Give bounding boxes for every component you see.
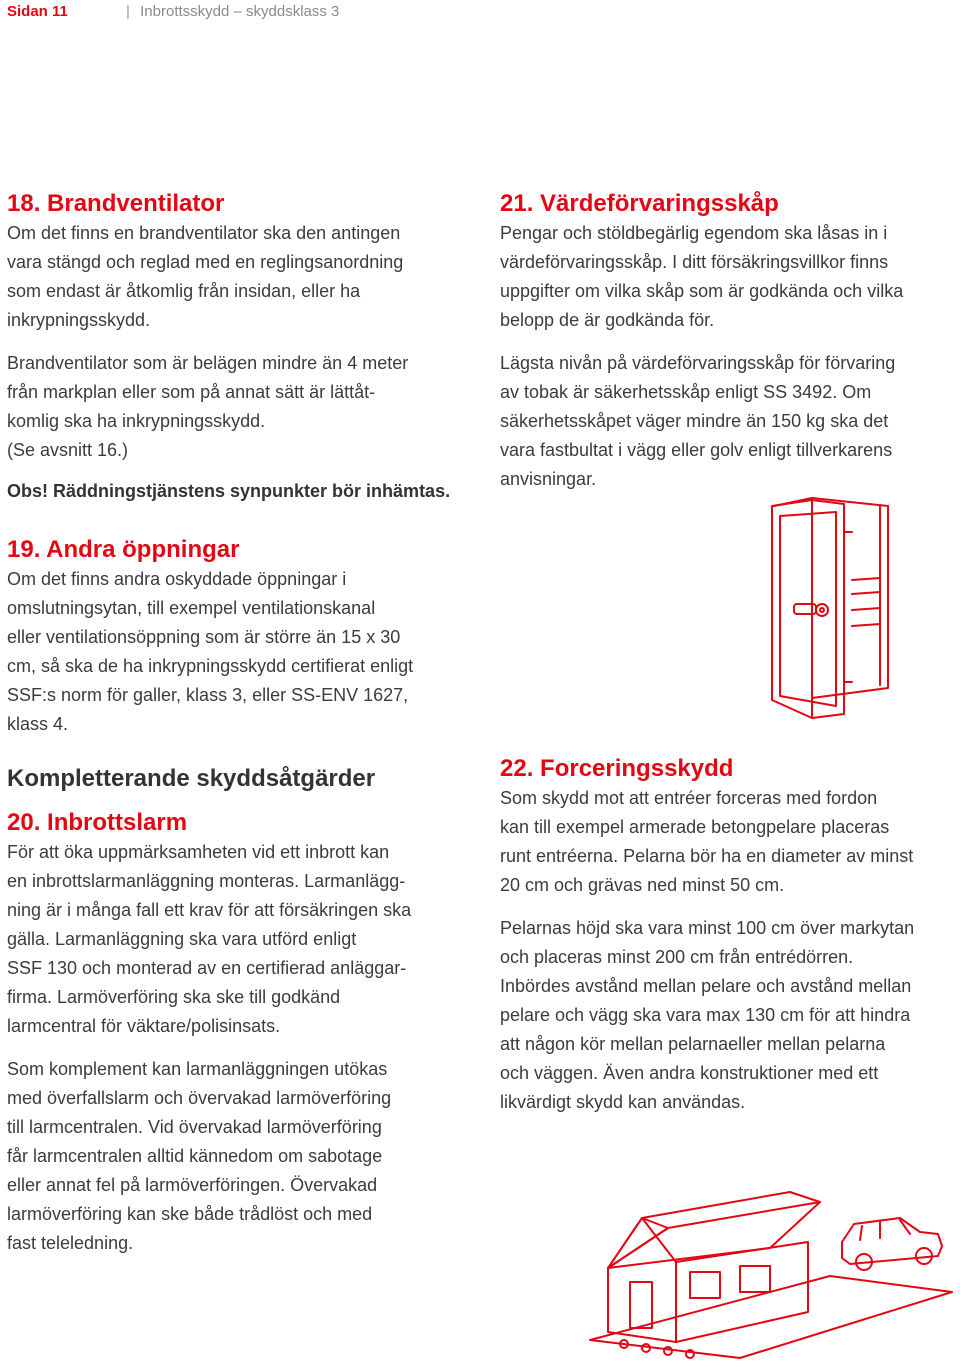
section-19 [7,535,462,739]
text-line: och placeras minst 200 cm från entrédörren. [500,947,854,967]
text-line: pelare och vägg ska vara max 130 cm för att hindra [500,1005,911,1025]
section-21-paragraph-2 [500,349,955,494]
text-line: från markplan eller som på annat sätt är lättåt- [7,382,376,402]
document-title: Inbrottsskydd – skyddsklass 3 [140,3,340,20]
section-19-heading: 19. Andra öppningar [7,536,240,563]
header-separator: | [126,3,130,20]
section-18-paragraph-1 [7,219,462,335]
text-line: Inbördes avstånd mellan pelare och avstånd mellan [500,976,912,996]
section-22-heading: 22. Forceringsskydd [500,755,734,782]
text-line: komlig ska ha inkrypningsskydd. [7,411,266,431]
section-21 [500,189,955,494]
text-line: cm, så ska de ha inkrypningsskydd certifierat enligt [7,656,414,676]
section-18-paragraph-2 [7,349,462,465]
text-line: Brandventilator som är belägen mindre än 4 meter [7,353,409,373]
supplementary-heading: Kompletterande skyddsåtgärder [7,765,376,792]
section-22-paragraph-1 [500,784,955,900]
text-line: anvisningar. [500,469,597,489]
text-line: eller ventilationsöppning som är större än 15 x 30 [7,627,401,647]
section-18-heading: 18. Brandventilator [7,190,225,217]
section-18 [7,189,462,506]
obs-note [7,477,462,506]
building-bollards-car-illustration [580,1172,955,1362]
text-line: belopp de är godkända för. [500,310,715,330]
text-line: Om det finns andra oskyddade öppningar i [7,569,347,589]
section-20-paragraph-1 [7,838,462,1041]
section-21-heading: 21. Värdeförvaringsskåp [500,190,779,217]
text-line: säkerhetsskåpet väger mindre än 150 kg ska det [500,411,889,431]
text-line: av tobak är säkerhetsskåp enligt SS 3492. Om [500,382,872,402]
text-line: larmcentral för väktare/polisinsats. [7,1016,281,1036]
text-line: vara stängd och reglad med en reglingsanordning [7,252,404,272]
section-22-paragraph-2 [500,914,955,1117]
text-line: För att öka uppmärksamheten vid ett inbrott kan [7,842,390,862]
page-header [7,3,339,23]
text-line: SSF 130 och monterad av en certifierad anläggar- [7,958,407,978]
text-line: eller annat fel på larmöverföringen. Övervakad [7,1175,378,1195]
text-line: omslutningsytan, till exempel ventilationskanal [7,598,376,618]
text-line: likvärdigt skydd kan användas. [500,1092,746,1112]
safe-illustration [760,492,900,722]
section-20-paragraph-2 [7,1055,462,1258]
obs-text: Räddningstjänstens synpunkter bör inhämtas. [48,481,451,501]
text-line: uppgifter om vilka skåp som är godkända och vilka [500,281,904,301]
text-line: fast teleledning. [7,1233,134,1253]
text-line: kan till exempel armerade betongpelare placeras [500,817,890,837]
section-22 [500,754,955,1117]
section-20-heading: 20. Inbrottslarm [7,809,188,836]
text-line: Pelarnas höjd ska vara minst 100 cm över markytan [500,918,915,938]
text-line: och väggen. Även andra konstruktioner med ett [500,1063,879,1083]
page-number: Sidan 11 [7,3,68,20]
text-line: ning är i många fall ett krav för att försäkringen ska [7,900,412,920]
text-line: firma. Larmöverföring ska ske till godkänd [7,987,341,1007]
text-line: vara fastbultat i vägg eller golv enligt tillverkarens [500,440,893,460]
text-line: runt entréerna. Pelarna bör ha en diameter av minst [500,846,914,866]
text-line: Pengar och stöldbegärlig egendom ska låsas in i [500,223,888,243]
section-19-paragraph [7,565,462,739]
text-line: klass 4. [7,714,69,734]
obs-label: Obs! [7,481,49,501]
text-line: inkrypningsskydd. [7,310,151,330]
text-line: Lägsta nivån på värdeförvaringsskåp för förvaring [500,353,896,373]
text-line: får larmcentralen alltid kännedom om sabotage [7,1146,383,1166]
text-line: till larmcentralen. Vid övervakad larmöverföring [7,1117,382,1137]
text-line: larmöverföring kan ske både trådlöst och med [7,1204,373,1224]
section-20 [7,764,462,1258]
text-line: Som komplement kan larmanläggningen utökas [7,1059,388,1079]
text-line: (Se avsnitt 16.) [7,440,129,460]
section-21-paragraph-1 [500,219,955,335]
text-line: Som skydd mot att entréer forceras med fordon [500,788,878,808]
text-line: gälla. Larmanläggning ska vara utförd enligt [7,929,357,949]
text-line: med överfallslarm och övervakad larmöverföring [7,1088,392,1108]
text-line: som endast är åtkomlig från insidan, eller ha [7,281,361,301]
text-line: att någon kör mellan pelarnaeller mellan pelarna [500,1034,886,1054]
text-line: Om det finns en brandventilator ska den antingen [7,223,401,243]
text-line: 20 cm och grävas ned minst 50 cm. [500,875,785,895]
text-line: värdeförvaringsskåp. I ditt försäkringsvillkor finns [500,252,889,272]
text-line: SSF:s norm för galler, klass 3, eller SS-ENV 1627, [7,685,409,705]
text-line: en inbrottslarmanläggning monteras. Larmanlägg- [7,871,406,891]
